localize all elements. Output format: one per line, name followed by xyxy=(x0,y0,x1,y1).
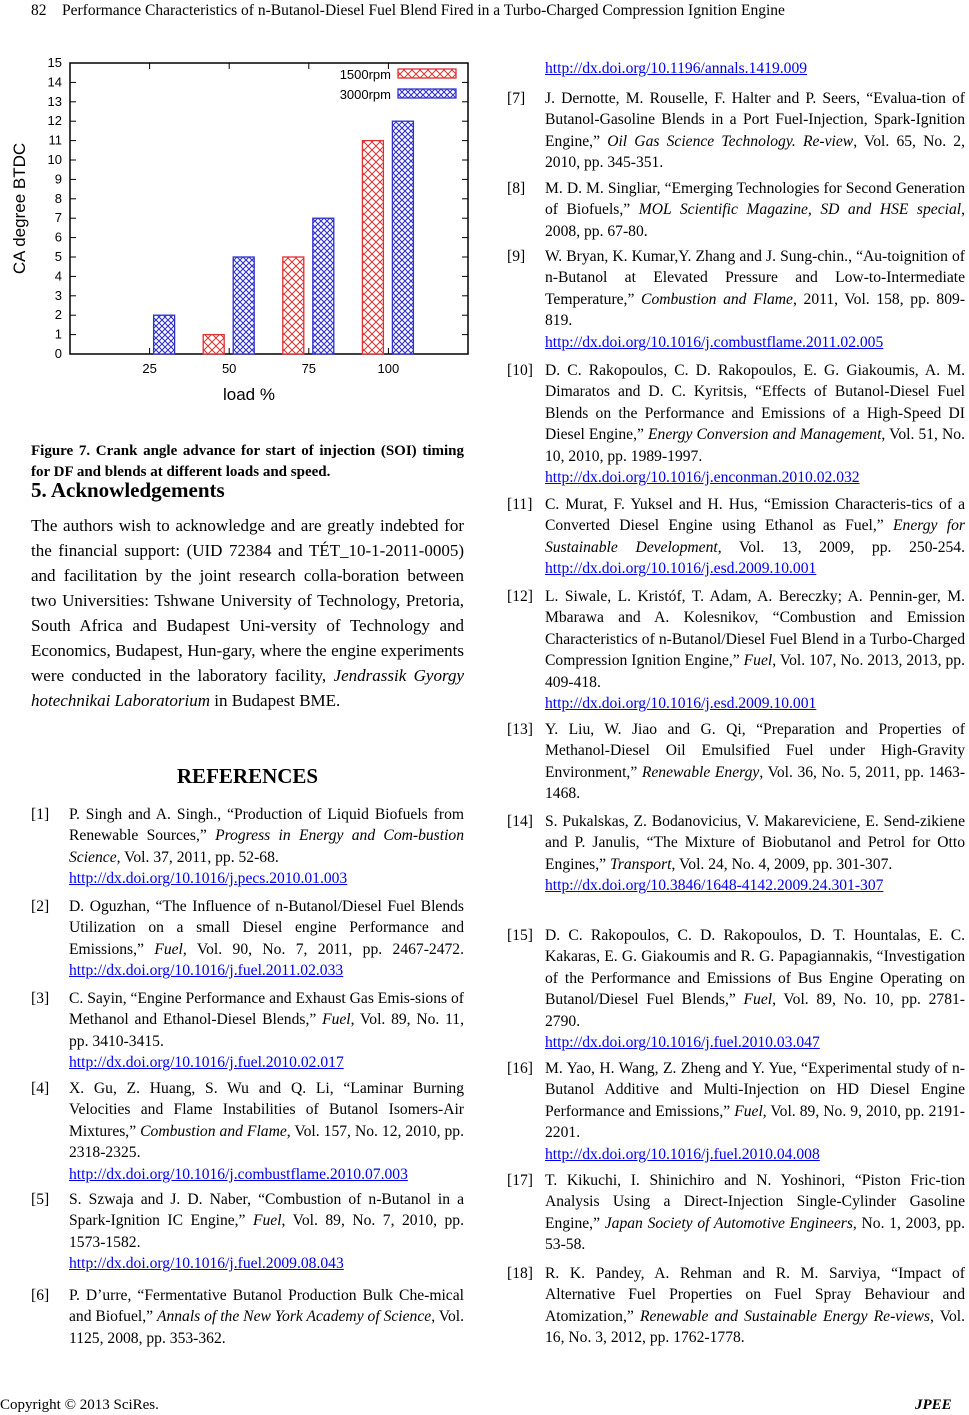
ref-number: [8] xyxy=(507,180,526,197)
y-tick-label: 1 xyxy=(54,326,62,342)
y-tick-label: 0 xyxy=(54,346,62,361)
ref-body xyxy=(545,719,965,805)
ref-details: , Vol. 1125, 2008, pp. 353-362. xyxy=(69,1308,464,1347)
y-tick-label: 4 xyxy=(54,268,62,284)
ref-number: [18] xyxy=(507,1265,533,1282)
ref-body xyxy=(69,1078,464,1185)
ref-body xyxy=(545,1263,965,1349)
y-tick-label: 14 xyxy=(47,74,62,90)
ref-number: [2] xyxy=(31,898,50,915)
y-tick-label: 3 xyxy=(54,287,62,303)
bar-3000rpm xyxy=(154,315,175,354)
y-tick-label: 8 xyxy=(54,190,62,206)
bar-3000rpm xyxy=(233,257,254,354)
legend-swatch xyxy=(398,89,456,98)
running-header xyxy=(0,0,969,26)
y-tick-label: 10 xyxy=(47,152,62,167)
ref-authors-title: C. Sayin, “Engine Performance and Exhaust Gas Emis-sions of Methanol and Ethanol-Diesel Blends,” xyxy=(69,990,464,1029)
legend-label: 3000rpm xyxy=(339,87,391,102)
ref-continuation xyxy=(545,58,807,79)
ref-body xyxy=(545,1170,965,1256)
ref-authors-title: D. C. Rakopoulos, C. D. Rakopoulos, D. T. Hountalas, E. C. Kakaras, E. G. Giakoumis and R. G. Papagiannakis, “Investigation of the Performance and Emissions of Bus Engine Operating on Butanol/Diesel Fuel Blends,” xyxy=(545,927,965,1009)
x-tick-label: 100 xyxy=(377,361,400,376)
ref-body xyxy=(545,246,965,353)
y-tick-label: 15 xyxy=(47,55,62,70)
ref-body xyxy=(69,1285,464,1349)
ref-details: , Vol. 51, No. 10, 2010, pp. 1989-1997. xyxy=(545,426,965,465)
ref-authors-title: L. Siwale, L. Kristóf, T. Adam, A. Bereczky; A. Pennin-ger, M. Mbarawa and A. Kolesnikov, “Combustion and Emission Characteristics of n-Butanol/Diesel Fuel Blend in a Turbo-Charged Compression Ignition Engine,” xyxy=(545,588,965,670)
legend-swatch xyxy=(398,69,456,78)
figure-7-chart xyxy=(0,50,480,410)
ref-number: [3] xyxy=(31,990,50,1007)
ref-authors-title: P. D’urre, “Fermentative Butanol Production Bulk Che-mical and Biofuel,” xyxy=(69,1287,464,1326)
ref-number: [13] xyxy=(507,721,533,738)
x-tick-label: 75 xyxy=(301,361,317,376)
ref-body xyxy=(69,1189,464,1275)
ref-doi-link[interactable]: http://dx.doi.org/10.1016/j.combustflame.2010.07.003 xyxy=(69,1165,408,1183)
ref-authors-title: M. Yao, H. Wang, Z. Zheng and Y. Yue, “Experimental study of n-Butanol Additive and Multi-Injection on HD Diesel Engine Performance and Emissions,” xyxy=(545,1060,965,1120)
ref-continuation-link[interactable]: http://dx.doi.org/10.1196/annals.1419.009 xyxy=(545,60,808,77)
ref-number: [11] xyxy=(507,496,533,513)
ref-details: , Vol. 107, No. 2013, 2013, pp. 409-418. xyxy=(545,652,965,691)
ref-doi-link[interactable]: http://dx.doi.org/10.1016/j.esd.2009.10.001 xyxy=(545,560,817,578)
ref-details: , Vol. 37, 2011, pp. 52-68. xyxy=(116,848,279,866)
ref-journal: MOL Scientific Magazine, SD and HSE special xyxy=(638,201,962,219)
ref-details: , Vol. 24, No. 4, 2009, pp. 301-307. xyxy=(671,855,893,873)
x-axis-label: load % xyxy=(223,385,275,404)
ref-authors-title: T. Kikuchi, I. Shinichiro and N. Yoshinori, “Piston Fric-tion Analysis Using a Direct-Injection Single-Cylinder Gasoline Engine,” xyxy=(545,1172,965,1232)
ref-body xyxy=(545,586,965,714)
ref-doi-link[interactable]: http://dx.doi.org/10.3846/1648-4142.2009.24.301-307 xyxy=(545,877,884,895)
bar-1500rpm xyxy=(362,141,383,354)
ref-details: , Vol. 36, No. 5, 2011, pp. 1463-1468. xyxy=(545,763,966,803)
ref-details: , Vol. 65, No. 2, 2010, pp. 345-351. xyxy=(545,132,965,172)
y-axis-label: CA degree BTDC xyxy=(10,142,29,275)
ref-details: , 2008, pp. 67-80. xyxy=(545,201,965,240)
ref-number: [14] xyxy=(507,813,533,830)
ref-journal: Fuel xyxy=(322,1011,351,1029)
ref-journal: Japan Society of Automotive Engineers xyxy=(604,1214,853,1232)
y-tick-label: 11 xyxy=(48,132,62,148)
ref-journal: Renewable Energy xyxy=(641,763,760,781)
bar-1500rpm xyxy=(203,335,224,354)
ref-number: [16] xyxy=(507,1060,533,1077)
ref-details: , Vol. 89, No. 10, pp. 2781-2790. xyxy=(545,991,965,1030)
ref-authors-title: M. D. M. Singliar, “Emerging Technologies for Second Generation of Biofuels,” xyxy=(545,180,965,219)
section-title: 5. Acknowledgements xyxy=(31,478,225,502)
ref-details: , Vol. 89, No. 9, 2010, pp. 2191-2201. xyxy=(545,1102,965,1142)
footer-journal: JPEE xyxy=(915,1397,952,1413)
y-tick-label: 6 xyxy=(54,229,62,245)
bar-3000rpm xyxy=(392,121,413,354)
ref-authors-title: Y. Liu, W. Jiao and G. Qi, “Preparation and Properties of Methanol-Diesel Oil Emulsified Fuel under High-Gravity Environment,” xyxy=(545,721,965,781)
ref-journal: Combustion and Flame xyxy=(140,1122,287,1140)
ref-authors-title: J. Dernotte, M. Rouselle, F. Halter and P. Seers, “Evalua-tion of Butanol-Gasoline Blends in a Port Fuel-Injection, Spark-Ignition Engine,” xyxy=(545,90,965,150)
ref-journal: Renewable and Sustainable Energy Re-views xyxy=(639,1307,930,1325)
ack-post: in Budapest BME. xyxy=(209,691,341,710)
ref-doi-link[interactable]: http://dx.doi.org/10.1016/j.fuel.2010.04.008 xyxy=(545,1145,820,1163)
ref-journal: Fuel xyxy=(743,652,773,670)
ref-authors-title: S. Szwaja and J. D. Naber, “Combustion of n-Butanol in a Spark-Ignition IC Engine,” xyxy=(69,1191,464,1230)
ref-journal: Fuel xyxy=(154,940,183,958)
ref-number: [7] xyxy=(507,90,526,107)
running-title: Performance Characteristics of n-Butanol-Diesel Fuel Blend Fired in a Turbo-Charged Compression Ignition Engine xyxy=(62,2,785,19)
ref-body xyxy=(545,494,965,580)
ref-journal: Transport xyxy=(609,855,672,873)
ref-number: [10] xyxy=(507,362,533,379)
ack-pre: The authors wish to acknowledge and are greatly indebted for the financial support: (UID 72384 and TÉT_10-1-2011-0005) and facilitation by the joint research colla-boration between two Universities: Tshwane University of Technology, Pretoria, South Africa and Budapest Uni-versity of Technology and Economics, Budapest, Hun-gary, where the engine experiments were conducted in the laboratory facility, xyxy=(31,516,464,685)
ref-body xyxy=(69,988,464,1074)
ref-doi-link[interactable]: http://dx.doi.org/10.1016/j.pecs.2010.01.003 xyxy=(69,870,348,888)
ref-body xyxy=(69,896,464,982)
ref-number: [17] xyxy=(507,1172,533,1189)
ref-body xyxy=(545,360,965,488)
y-tick-label: 12 xyxy=(47,113,62,129)
ref-journal: Progress in Energy and Com-bustion Science xyxy=(69,827,464,866)
figure-caption: Figure 7. Crank angle advance for start of injection (SOI) timing for DF and blends at different loads and speed. xyxy=(31,443,464,480)
bar-3000rpm xyxy=(313,218,334,354)
ref-authors-title: X. Gu, Z. Huang, S. Wu and Q. Li, “Laminar Burning Velocities and Flame Instabilities of Butanol Isomers-Air Mixtures,” xyxy=(69,1080,464,1140)
ref-number: [4] xyxy=(31,1080,50,1097)
ref-authors-title: W. Bryan, K. Kumar,Y. Zhang and J. Sung-chin., “Au-toignition of n-Butanol at Elevated Pressure and Low-to-Intermediate Temperature,” xyxy=(545,248,965,308)
ref-body xyxy=(545,1058,965,1165)
x-tick-label: 50 xyxy=(221,361,237,376)
ref-journal: Oil Gas Science Technology. Re-view xyxy=(607,132,854,150)
ref-authors-title: S. Pukalskas, Z. Bodanovicius, V. Makareviciene, E. Send-zikiene and P. Janulis, “The Mixture of Biobutanol and Petrol for Otto Engines,” xyxy=(545,813,965,873)
ref-journal: Fuel xyxy=(743,991,773,1009)
ref-journal: Fuel xyxy=(252,1212,282,1230)
ref-details: , Vol. 157, No. 12, 2010, pp. 2318-2325. xyxy=(69,1122,465,1162)
legend-label: 1500rpm xyxy=(339,67,391,82)
ref-body xyxy=(69,804,464,890)
ref-number: [6] xyxy=(31,1287,50,1304)
page-number: 82 xyxy=(31,2,47,19)
footer-copyright: Copyright © 2013 SciRes. xyxy=(0,1397,159,1413)
y-tick-label: 5 xyxy=(54,249,62,264)
ref-authors-title: R. K. Pandey, A. Rehman and R. M. Sarviya, “Impact of Alternative Fuel Properties on Fuel Spray Behaviour and Atomization,” xyxy=(545,1265,965,1325)
ref-authors-title: D. Oguzhan, “The Influence of n-Butanol/Diesel Fuel Blends Utilization on a small Diesel engine Performance and Emissions,” xyxy=(69,898,464,958)
y-tick-label: 2 xyxy=(54,307,62,323)
ref-number: [5] xyxy=(31,1191,50,1208)
ref-journal: Combustion and Flame xyxy=(641,290,793,308)
ref-details: , Vol. 89, No. 11, pp. 3410-3415. xyxy=(69,1011,464,1050)
ref-number: [1] xyxy=(31,806,50,823)
ref-number: [9] xyxy=(507,248,526,265)
ref-details: , Vol. 90, No. 7, 2011, pp. 2467-2472. xyxy=(182,940,464,958)
ref-details: , Vol. 13, 2009, pp. 250-254. xyxy=(717,538,965,556)
x-tick-label: 25 xyxy=(142,361,157,376)
ref-doi-link[interactable]: http://dx.doi.org/10.1016/j.enconman.2010.02.032 xyxy=(545,469,860,487)
ref-body xyxy=(545,811,965,897)
bar-1500rpm xyxy=(283,257,304,354)
ref-details: , 2011, Vol. 158, pp. 809-819. xyxy=(545,290,966,330)
y-tick-label: 9 xyxy=(54,171,62,187)
ref-doi-link[interactable]: http://dx.doi.org/10.1016/j.esd.2009.10.001 xyxy=(545,695,817,713)
ref-journal: Fuel xyxy=(734,1102,763,1120)
references-title: REFERENCES xyxy=(176,764,319,788)
ref-doi-link[interactable]: http://dx.doi.org/10.1016/j.fuel.2010.03.047 xyxy=(545,1034,820,1052)
ref-body xyxy=(545,925,965,1053)
ref-body xyxy=(545,88,965,174)
ref-doi-link[interactable]: http://dx.doi.org/10.1016/j.fuel.2011.02.033 xyxy=(69,962,344,980)
ref-details: , Vol. 16, No. 3, 2012, pp. 1762-1778. xyxy=(545,1307,966,1347)
ref-journal: Annals of the New York Academy of Science xyxy=(156,1308,432,1326)
ack-lab: Jendrassik Gyorgy hotechnikai Laboratorium xyxy=(31,666,465,710)
ref-journal: Energy for Sustainable Development xyxy=(545,517,965,556)
ref-authors-title: C. Murat, F. Yuksel and H. Hus, “Emission Characteris-tics of a Converted Diesel Engine using Ethanol as Fuel,” xyxy=(545,496,965,535)
ref-number: [12] xyxy=(507,588,533,605)
ref-authors-title: P. Singh and A. Singh., “Production of Liquid Biofuels from Renewable Sources,” xyxy=(69,806,464,845)
ref-details: , No. 1, 2003, pp. 53-58. xyxy=(545,1214,965,1254)
ref-doi-link[interactable]: http://dx.doi.org/10.1016/j.fuel.2010.02.017 xyxy=(69,1054,344,1072)
ref-doi-link[interactable]: http://dx.doi.org/10.1016/j.fuel.2009.08.043 xyxy=(69,1255,344,1273)
ref-journal: Energy Conversion and Management xyxy=(648,426,882,444)
acknowledgement-text xyxy=(31,513,464,713)
ref-body xyxy=(545,178,965,242)
ref-doi-link[interactable]: http://dx.doi.org/10.1016/j.combustflame.2011.02.005 xyxy=(545,333,884,351)
ref-number: [15] xyxy=(507,927,533,944)
y-tick-label: 13 xyxy=(47,93,62,109)
ref-authors-title: D. C. Rakopoulos, C. D. Rakopoulos, E. G. Giakoumis, A. M. Dimaratos and D. C. Kyritsis, “Effects of Butanol-Diesel Fuel Blends on the Performance and Emissions of a High-Speed DI Diesel Engine,” xyxy=(545,362,965,444)
y-tick-label: 7 xyxy=(54,210,62,226)
ref-details: , Vol. 89, No. 7, 2010, pp. 1573-1582. xyxy=(69,1212,465,1251)
